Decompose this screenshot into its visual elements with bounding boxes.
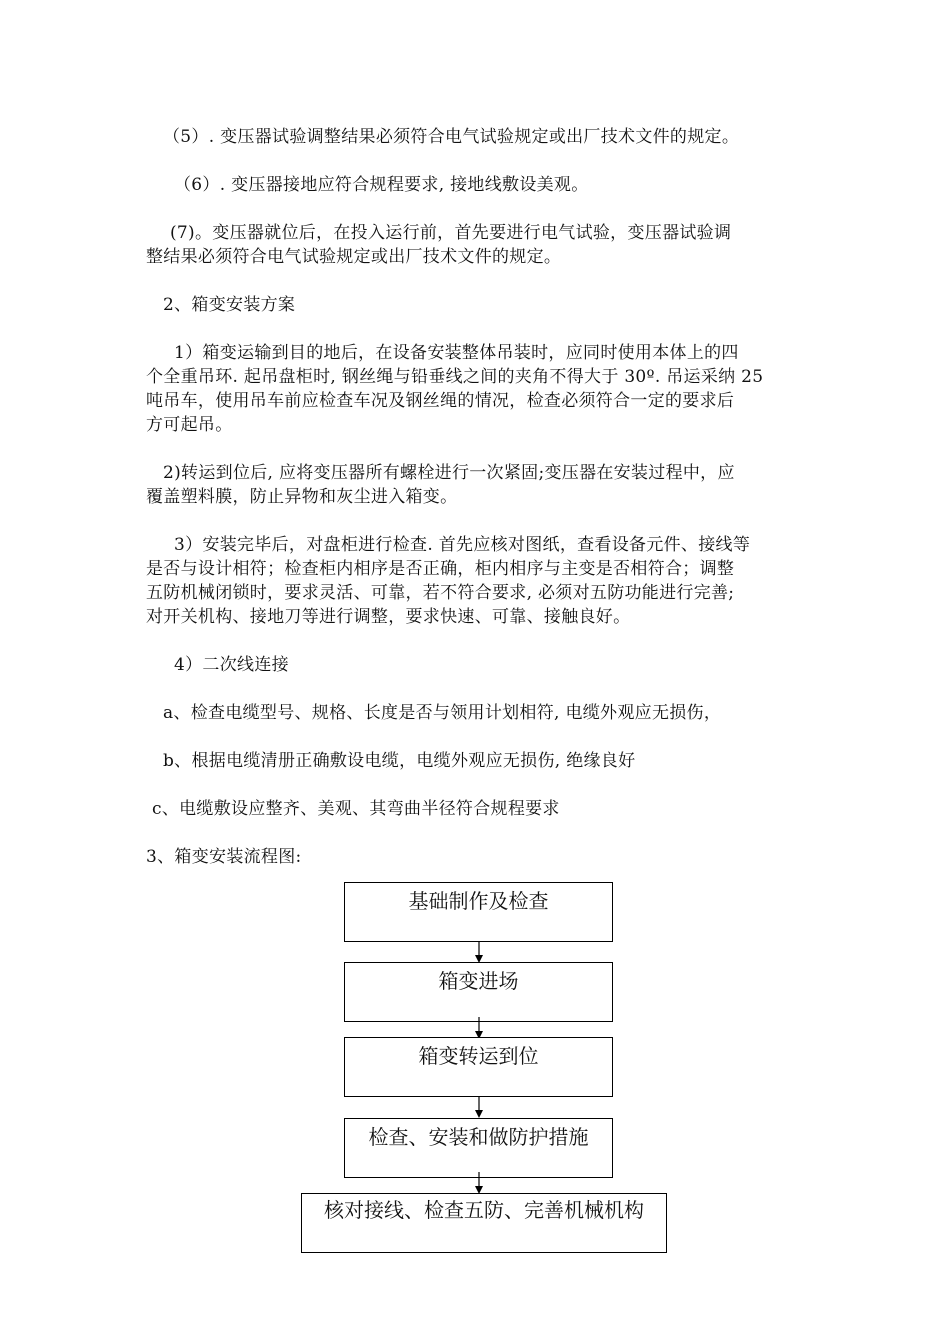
item-1-line-4: 方可起吊。 bbox=[146, 415, 233, 435]
flowchart-step-5-label: 核对接线、检查五防、完善机械机构 bbox=[324, 1198, 644, 1222]
arrow-down-icon bbox=[473, 1172, 485, 1194]
arrow-down-icon bbox=[473, 1017, 485, 1039]
item-4c: c、电缆敷设应整齐、美观、其弯曲半径符合规程要求 bbox=[152, 799, 560, 819]
section-heading-3: 3、箱变安装流程图: bbox=[146, 847, 302, 867]
flowchart-step-1 bbox=[344, 882, 613, 942]
item-3-line-4: 对开关机构、接地刀等进行调整，要求快速、可靠、接触良好。 bbox=[146, 607, 631, 627]
paragraph-5: （5）. 变压器试验调整结果必须符合电气试验规定或出厂技术文件的规定。 bbox=[163, 127, 740, 147]
paragraph-7-line-1: (7)。变压器就位后，在投入运行前，首先要进行电气试验，变压器试验调 bbox=[170, 223, 732, 243]
item-4a: a、检查电缆型号、规格、长度是否与领用计划相符, 电缆外观应无损伤， bbox=[163, 703, 722, 723]
flowchart-step-3-label: 箱变转运到位 bbox=[418, 1044, 539, 1068]
flowchart-step-1-label: 基础制作及检查 bbox=[408, 889, 549, 913]
item-3-line-3: 五防机械闭锁时，要求灵活、可靠，若不符合要求, 必须对五防功能进行完善; bbox=[146, 583, 735, 603]
paragraph-6: （6）. 变压器接地应符合规程要求, 接地线敷设美观。 bbox=[174, 175, 589, 195]
item-2-line-1: 2)转运到位后, 应将变压器所有螺栓进行一次紧固;变压器在安装过程中，应 bbox=[163, 463, 735, 483]
item-1-line-2: 个全重吊环. 起吊盘柜时, 钢丝绳与铅垂线之间的夹角不得大于 30º. 吊运采纳 25 bbox=[146, 367, 764, 387]
arrow-down-icon bbox=[473, 941, 485, 963]
item-1-line-3: 吨吊车，使用吊车前应检查车况及钢丝绳的情况，检查必须符合一定的要求后 bbox=[146, 391, 735, 411]
flowchart-step-3 bbox=[344, 1037, 613, 1097]
paragraph-7-line-2: 整结果必须符合电气试验规定或出厂技术文件的规定。 bbox=[146, 247, 562, 267]
flowchart-step-2-label: 箱变进场 bbox=[438, 969, 519, 993]
item-2-line-2: 覆盖塑料膜，防止异物和灰尘进入箱变。 bbox=[146, 487, 458, 507]
item-4-heading: 4）二次线连接 bbox=[174, 655, 289, 675]
flowchart-step-5 bbox=[301, 1193, 667, 1253]
section-heading-2: 2、箱变安装方案 bbox=[163, 295, 296, 315]
item-1-line-1: 1）箱变运输到目的地后，在设备安装整体吊装时，应同时使用本体上的四 bbox=[174, 343, 739, 363]
item-3-line-1: 3）安装完毕后，对盘柜进行检查. 首先应核对图纸，查看设备元件、接线等 bbox=[174, 535, 751, 555]
arrow-down-icon bbox=[473, 1096, 485, 1118]
flowchart-step-4 bbox=[344, 1118, 613, 1178]
flowchart-step-2 bbox=[344, 962, 613, 1022]
item-4b: b、根据电缆清册正确敷设电缆，电缆外观应无损伤, 绝缘良好 bbox=[163, 751, 636, 771]
flowchart-step-4-label: 检查、安装和做防护措施 bbox=[368, 1125, 589, 1149]
item-3-line-2: 是否与设计相符；检查柜内相序是否正确，柜内相序与主变是否相符合；调整 bbox=[146, 559, 735, 579]
